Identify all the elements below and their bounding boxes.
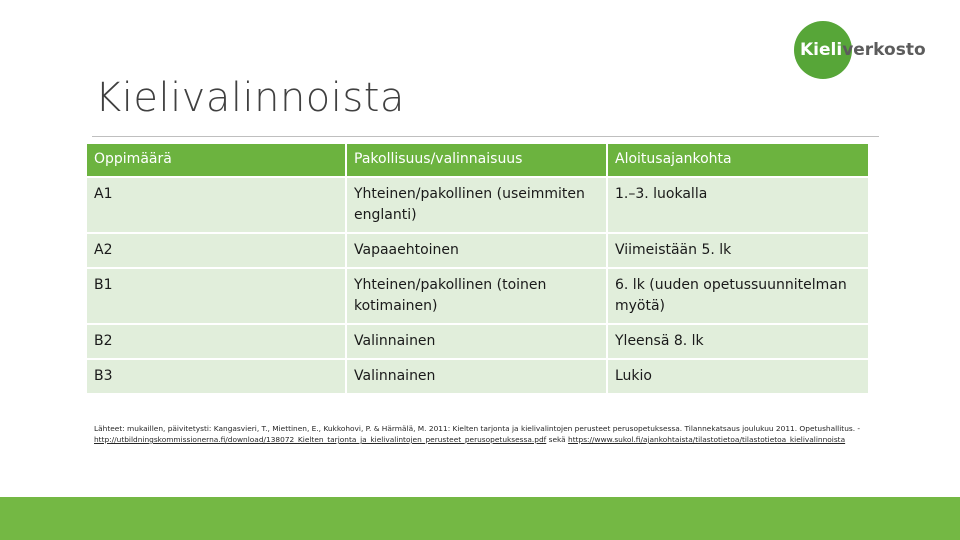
table-cell: 6. lk (uuden opetussuunnitelman myötä) <box>608 269 870 325</box>
footer-bar <box>0 497 960 540</box>
table-cell: Valinnainen <box>347 360 608 395</box>
table-row <box>87 360 870 395</box>
table-cell: A1 <box>87 178 347 234</box>
sources-separator: sekä <box>546 435 569 444</box>
sources-text: Lähteet: mukaillen, päivitetysti: Kangasvieri, T., Miettinen, E., Kukkohovi, P. & Härmälä, M. 2011: Kielten tarjonta ja kielivalintojen perusteet perusopetuksessa. Tilannekatsaus joulukuu 2011. Opetushallitus. - <box>94 424 861 433</box>
table-cell: Viimeistään 5. lk <box>608 234 870 269</box>
table-cell: Valinnainen <box>347 325 608 360</box>
table-cell: B1 <box>87 269 347 325</box>
table-row <box>87 269 870 325</box>
table-cell: B2 <box>87 325 347 360</box>
table-cell: 1.–3. luokalla <box>608 178 870 234</box>
table-cell: A2 <box>87 234 347 269</box>
header-pakollisuus: Pakollisuus/valinnaisuus <box>347 144 608 178</box>
table-cell: Vapaaehtoinen <box>347 234 608 269</box>
table-header-row <box>87 144 870 178</box>
table-cell: Yleensä 8. lk <box>608 325 870 360</box>
table-cell: Yhteinen/pakollinen (useimmiten englanti) <box>347 178 608 234</box>
table-cell: Lukio <box>608 360 870 395</box>
table-row <box>87 234 870 269</box>
title-divider <box>92 136 879 137</box>
logo-text-part1: Kieli <box>800 40 843 60</box>
source-link-sukol[interactable]: https://www.sukol.fi/ajankohtaista/tilastotietoa/tilastotietoa_kielivalinnoista <box>568 435 846 444</box>
logo-text <box>794 40 926 60</box>
header-oppimaara: Oppimäärä <box>87 144 347 178</box>
language-table <box>87 144 870 395</box>
table-cell: Yhteinen/pakollinen (toinen kotimainen) <box>347 269 608 325</box>
table-row <box>87 325 870 360</box>
sources-note <box>94 423 879 445</box>
table-cell: B3 <box>87 360 347 395</box>
logo-text-part2: verkosto <box>842 40 926 60</box>
slide-title: Kielivalinnoista <box>95 75 405 121</box>
kieliverkosto-logo <box>794 21 926 79</box>
table-row <box>87 178 870 234</box>
source-link-utbildningskommissionerna[interactable]: http://utbildningskommissionerna.fi/download/138072_Kielten_tarjonta_ja_kielivalintojen_perusteet_perusopetuksessa.pdf <box>94 435 547 444</box>
header-aloitusajankohta: Aloitusajankohta <box>608 144 870 178</box>
